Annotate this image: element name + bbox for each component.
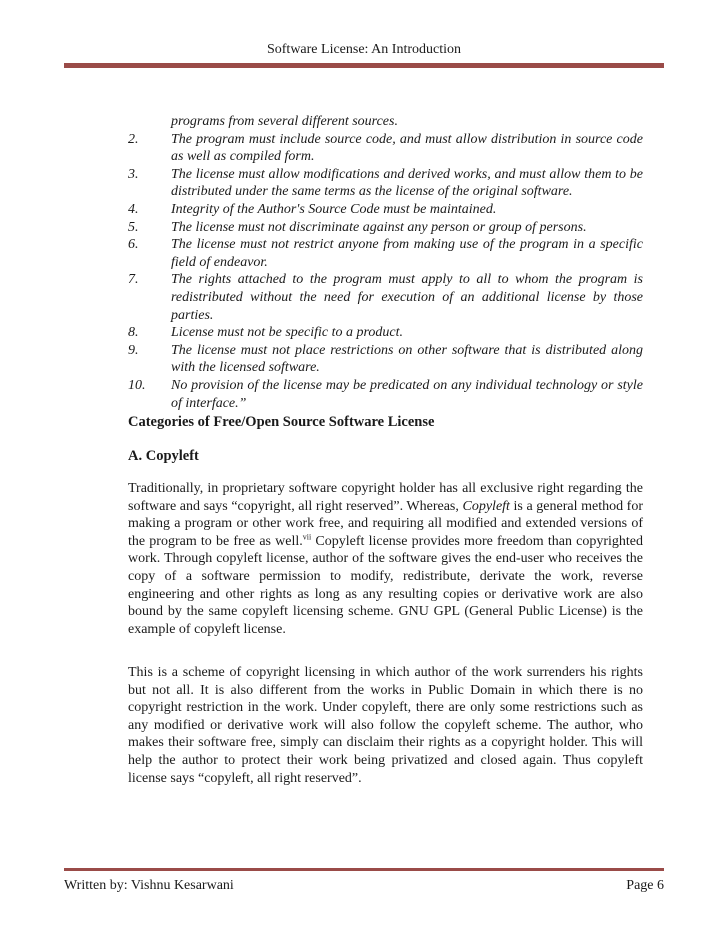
subsection-heading: A. Copyleft [128, 448, 199, 464]
list-item [128, 342, 643, 377]
list-item-text: The license must not restrict anyone from making use of the program in a specific field of endeavor. [171, 237, 643, 270]
paragraph-text: Copyleft license provides more freedom than copyrighted work. Through copyleft license, author of the software gives the end-user who receives the copy of a software permission to modify, redistribute, derivate the work, reverse engineering and other rights as long as any resulting copies or derivative work are also bound by the same copyleft licensing scheme. GNU GPL (General Public License) is the example of copyleft license. [128, 533, 643, 637]
endnote-marker: vii [302, 532, 312, 542]
paragraph-copyleft-scheme: This is a scheme of copyright licensing in which author of the work surrenders his rights but not all. It is also different from the works in Public Domain in which there is no copyright restriction in the work. Under copyleft, there are only some restrictions such as any modified or derivative work will also follow the copyleft scheme. The author, who makes their software free, simply can disclaim their rights as a copyright holder. This will help the author to protect their work being privatized and closed again. Thus copyleft license says “copyleft, all right reserved”. [128, 665, 643, 786]
list-item-text: The license must not discriminate against any person or group of persons. [171, 219, 587, 235]
list-item-continued [128, 113, 643, 131]
list-item-text: Integrity of the Author's Source Code must be maintained. [171, 201, 497, 217]
list-item-number: 5. [128, 219, 139, 235]
page-header-title: Software License: An Introduction [266, 42, 461, 57]
list-item [128, 201, 643, 219]
list-item-number: 2. [128, 131, 139, 147]
list-item-text: License must not be specific to a product. [171, 325, 403, 341]
header-divider [64, 63, 664, 68]
footer-divider [64, 868, 664, 871]
list-item-number: 3. [128, 166, 139, 182]
list-item [128, 131, 643, 166]
section-heading: Categories of Free/Open Source Software License [128, 414, 435, 430]
list-item [128, 166, 643, 201]
list-item [128, 324, 643, 342]
footer-author: Written by: Vishnu Kesarwani [64, 878, 234, 893]
paragraph-text: is a general method for making a program or other work free, and requiring all modified and extended versions of the program to be free as well. [128, 498, 644, 549]
list-item-text: programs from several different sources. [171, 114, 398, 129]
list-item-text: No provision of the license may be predicated on any individual technology or style of interface.” [171, 377, 643, 411]
footer-page-number: Page 6 [626, 878, 664, 893]
list-item-number: 4. [128, 201, 139, 217]
list-item-text: The rights attached to the program must apply to all to whom the program is redistributed without the need for execution of an additional license by those parties. [171, 272, 643, 323]
list-item-number: 6. [128, 237, 139, 253]
list-item-text: The license must not place restrictions on other software that is distributed along with the licensed software. [171, 342, 643, 376]
paragraph-text: Traditionally, in proprietary software copyright holder has all exclusive right regarding the software and says “copyright, all right reserved”. Whereas, [128, 481, 643, 514]
osd-criteria-list [128, 113, 643, 412]
list-item-number: 7. [128, 272, 139, 288]
list-item [128, 377, 643, 412]
list-item [128, 271, 643, 324]
italic-term: Copyleft [462, 498, 510, 514]
paragraph-copyleft-definition [128, 480, 643, 638]
list-item-text: The license must allow modifications and derived works, and must allow them to be distributed under the same terms as the license of the original software. [171, 166, 643, 200]
list-item-number: 9. [128, 342, 139, 358]
list-item [128, 236, 643, 271]
list-item-number: 8. [128, 325, 139, 341]
list-item [128, 219, 643, 237]
list-item-text: The program must include source code, and must allow distribution in source code as well as compiled form. [171, 131, 643, 165]
list-item-number: 10. [128, 377, 146, 393]
